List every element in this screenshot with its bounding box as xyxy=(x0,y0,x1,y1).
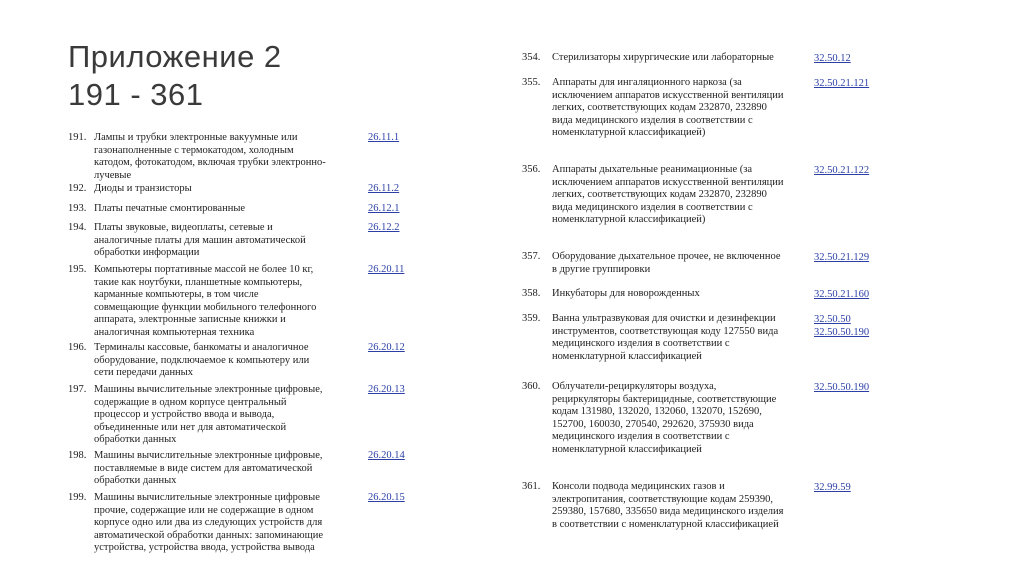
okpd-code-link[interactable]: 32.50.50 32.50.50.190 xyxy=(814,314,870,338)
item-description: Стерилизаторы хирургические или лабораторные xyxy=(552,52,774,63)
list-item xyxy=(522,381,882,481)
item-description: Машины вычислительные электронные цифровые прочие, содержащие или не содержащие в одном корпусе одно или два из следующих устройств для автоматической обработки данных: запоминающие устройства, устройства ввода, устройства вывода xyxy=(94,492,324,553)
right-column-list xyxy=(522,52,882,561)
okpd-code-link[interactable]: 32.99.59 xyxy=(814,482,851,493)
left-column-list xyxy=(68,132,418,562)
item-number: 195. xyxy=(68,264,87,275)
item-description: Платы печатные смонтированные xyxy=(94,203,246,214)
okpd-code-link[interactable]: 26.20.12 xyxy=(368,342,405,353)
item-description: Инкубаторы для новорожденных xyxy=(552,288,700,299)
okpd-code-link[interactable]: 26.12.1 xyxy=(368,203,400,214)
item-description: Оборудование дыхательное прочее, не включенное в другие группировки xyxy=(552,251,781,275)
list-item xyxy=(68,492,418,562)
item-number: 196. xyxy=(68,342,87,353)
okpd-code-link[interactable]: 26.20.11 xyxy=(368,264,405,275)
list-item xyxy=(522,288,882,313)
item-number: 354. xyxy=(522,52,541,63)
list-item xyxy=(522,52,882,77)
list-item xyxy=(68,264,418,342)
item-number: 192. xyxy=(68,183,87,194)
list-item xyxy=(68,384,418,450)
item-description: Аппараты для ингаляционного наркоза (за исключением аппаратов искусственной вентиляции легких, соответствующих кодам 232870, 232890 вида медицинского изделия в соответствии с номенклатурной классификацией) xyxy=(552,77,784,138)
item-number: 355. xyxy=(522,77,541,88)
page-title xyxy=(68,38,282,114)
item-description: Платы звуковые, видеоплаты, сетевые и аналогичные платы для машин автоматической обработки информации xyxy=(94,222,306,258)
item-description: Лампы и трубки электронные вакуумные или газонаполненные с термокатодом, холодным катодом, фотокатодом, включая трубки электронно-лучевые xyxy=(94,132,326,181)
okpd-code-link[interactable]: 26.11.2 xyxy=(368,183,400,194)
list-item xyxy=(68,183,418,203)
item-description: Машины вычислительные электронные цифровые, содержащие в одном корпусе центральный процессор и устройство ввода и вывода, объединенные или нет для автоматической обработки данных xyxy=(94,384,323,445)
list-item xyxy=(68,222,418,264)
okpd-code-link[interactable]: 26.12.2 xyxy=(368,222,400,233)
item-description: Машины вычислительные электронные цифровые, поставляемые в виде систем для автоматической обработки данных xyxy=(94,450,323,486)
okpd-code-link[interactable]: 32.50.21.122 xyxy=(814,165,870,176)
item-number: 197. xyxy=(68,384,87,395)
item-description: Диоды и транзисторы xyxy=(94,183,192,194)
list-item xyxy=(68,450,418,492)
item-number: 194. xyxy=(68,222,87,233)
okpd-code-link[interactable]: 26.20.13 xyxy=(368,384,405,395)
okpd-code-link[interactable]: 32.50.21.121 xyxy=(814,78,870,89)
list-item xyxy=(522,481,882,561)
okpd-code-link[interactable]: 32.50.21.160 xyxy=(814,289,870,300)
item-description: Консоли подвода медицинских газов и электропитания, соответствующие кодам 259390, 259380, 157680, 335650 вида медицинского изделия в соответствии с номенклатурной классификацией xyxy=(552,481,784,530)
list-item xyxy=(68,132,418,183)
item-number: 193. xyxy=(68,203,87,214)
list-item xyxy=(522,313,882,381)
item-number: 358. xyxy=(522,288,541,299)
list-item xyxy=(68,342,418,384)
okpd-code-link[interactable]: 26.20.14 xyxy=(368,450,405,461)
list-item xyxy=(522,251,882,288)
item-description: Аппараты дыхательные реанимационные (за исключением аппаратов искусственной вентиляции легких, соответствующих кодам 232870, 232890 вида медицинского изделия в соответствии с номенклатурной классификацией) xyxy=(552,164,784,225)
item-number: 199. xyxy=(68,492,87,503)
item-number: 357. xyxy=(522,251,541,262)
okpd-code-link[interactable]: 26.20.15 xyxy=(368,492,405,503)
item-description: Компьютеры портативные массой не более 10 кг, такие как ноутбуки, планшетные компьютеры, карманные компьютеры, в том числе совмещающие функции мобильного телефонного аппарата, электронные записные книжки и аналогичная компьютерная техника xyxy=(94,264,317,338)
okpd-code-link[interactable]: 32.50.21.129 xyxy=(814,252,870,263)
list-item xyxy=(522,77,882,164)
item-description: Облучатели-рециркуляторы воздуха, рециркуляторы бактерицидные, соответствующие кодам 131980, 132020, 132060, 132070, 152690, 152700, 160030, 270540, 292620, 375930 вида медицинского изделия в соответствии с номенклатурной классификацией xyxy=(552,381,777,455)
okpd-code-link[interactable]: 32.50.12 xyxy=(814,53,851,64)
item-number: 356. xyxy=(522,164,541,175)
item-number: 198. xyxy=(68,450,87,461)
item-number: 359. xyxy=(522,313,541,324)
item-number: 361. xyxy=(522,481,541,492)
title-line-2: 191 - 361 xyxy=(68,77,204,112)
item-description: Терминалы кассовые, банкоматы и аналогичное оборудование, подключаемое к компьютеру или сети передачи данных xyxy=(94,342,310,378)
item-description: Ванна ультразвуковая для очистки и дезинфекции инструментов, соответствующая коду 127550 вида медицинского изделия в соответствии с номенклатурной классификацией xyxy=(552,313,779,362)
list-item xyxy=(68,203,418,222)
title-line-1: Приложение 2 xyxy=(68,39,282,74)
okpd-code-link[interactable]: 26.11.1 xyxy=(368,132,400,143)
okpd-code-link[interactable]: 32.50.50.190 xyxy=(814,382,870,393)
list-item xyxy=(522,164,882,251)
item-number: 360. xyxy=(522,381,541,392)
item-number: 191. xyxy=(68,132,87,143)
